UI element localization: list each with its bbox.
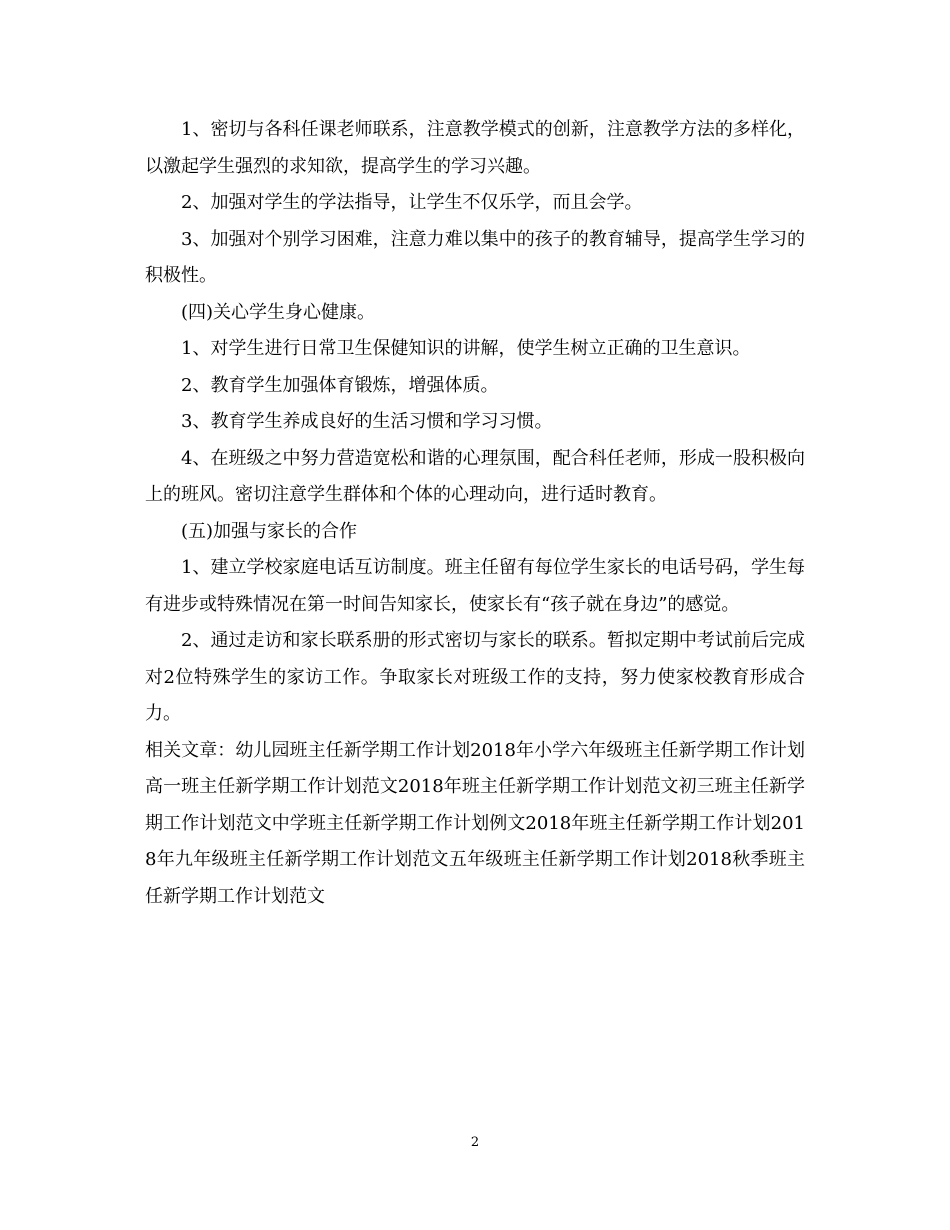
section-heading-parents: (五)加强与家长的合作	[181, 520, 358, 542]
paragraph-study-guidance: 2、加强对学生的学法指导，让学生不仅乐学，而且会学。	[181, 192, 643, 213]
paragraph-home-visits: 2、通过走访和家长联系册的形式密切与家长的联系。暂拟定期中考试前后完成对2位特殊学生的家访工作。争取家长对班级工作的支持，努力使家校教育形成合力。	[145, 630, 805, 724]
paragraph-class-atmosphere: 4、在班级之中努力营造宽松和谐的心理氛围，配合科任老师，形成一股积极向上的班风。密切注意学生群体和个体的心理动向，进行适时教育。	[145, 447, 805, 505]
section-heading-health: (四)关心学生身心健康。	[181, 301, 376, 323]
paragraph-phone-visits: 1、建立学校家庭电话互访制度。班主任留有每位学生家长的电话号码，学生每有进步或特殊情况在第一时间告知家长，使家长有“孩子就在身边”的感觉。	[145, 557, 805, 615]
page-number: 2	[470, 1135, 480, 1150]
paragraph-exercise: 2、教育学生加强体育锻炼，增强体质。	[181, 374, 499, 396]
paragraph-individual-tutoring: 3、加强对个别学习困难，注意力难以集中的孩子的教育辅导，提高学生学习的积极性。	[145, 228, 805, 286]
related-articles: 相关文章：幼儿园班主任新学期工作计划2018年小学六年级班主任新学期工作计划高一班主任新学期工作计划范文2018年班主任新学期工作计划范文初三班主任新学期工作计划范文中学班主任新学期工作计划例文2018年班主任新学期工作计划2018年九年级班主任新学期工作计划范文五年级班主任新学期工作计划2018秋季班主任新学期工作计划范文	[145, 739, 805, 907]
paragraph-hygiene: 1、对学生进行日常卫生保健知识的讲解，使学生树立正确的卫生意识。	[181, 338, 751, 359]
paragraph-habits: 3、教育学生养成良好的生活习惯和学习习惯。	[181, 411, 553, 432]
paragraph-teaching-methods: 1、密切与各科任课老师联系，注意教学模式的创新，注意教学方法的多样化，以激起学生强烈的求知欲，提高学生的学习兴趣。	[145, 119, 805, 177]
document-body	[145, 112, 805, 915]
